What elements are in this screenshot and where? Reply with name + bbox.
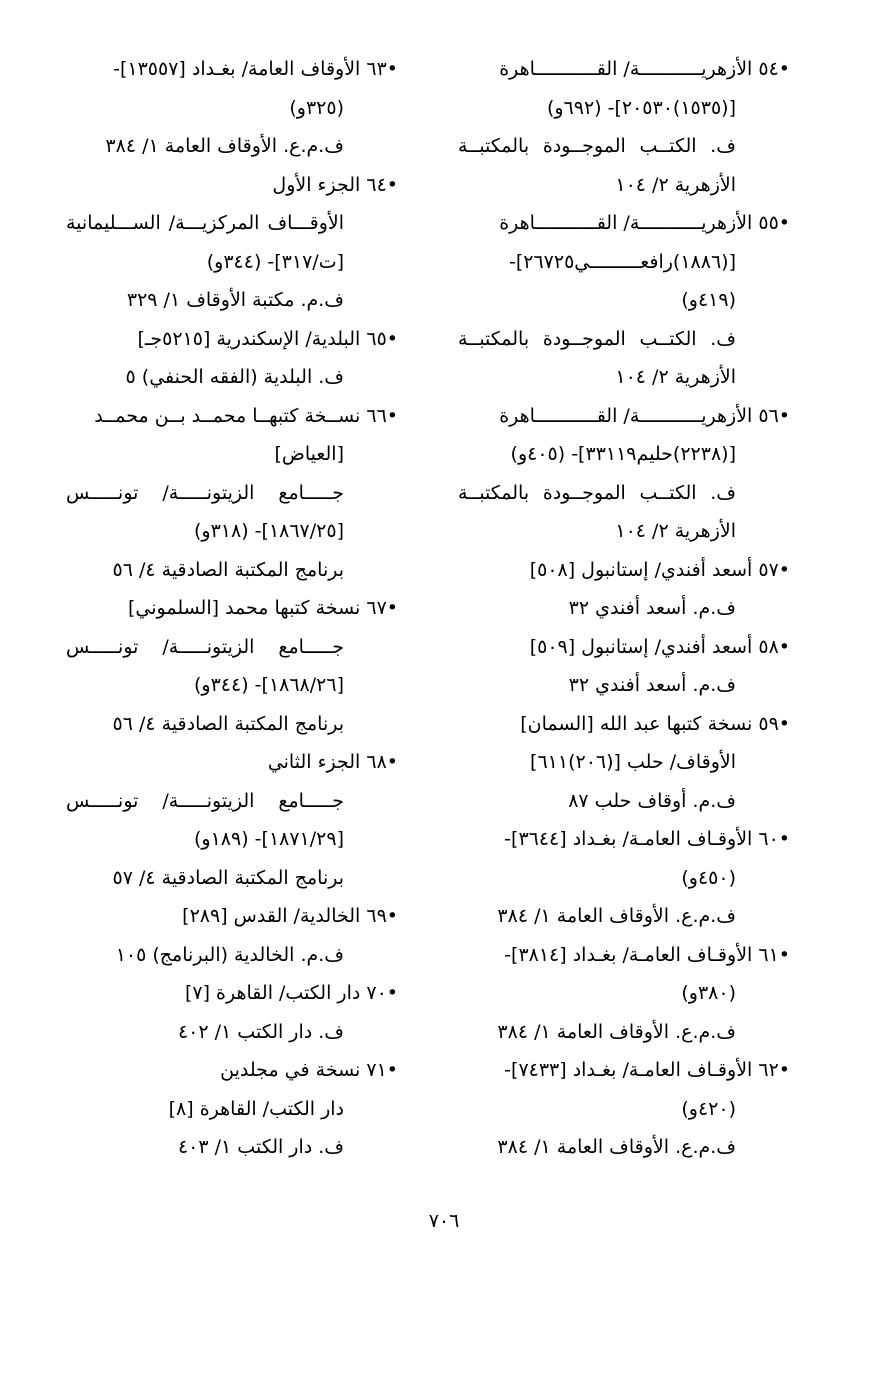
entry-line: •٥٦ الأزهريـــــــــــة/ القـــــــــــاهرة: [499, 404, 790, 427]
entry-line: [١٨٦٧/٢٥]- (٣١٨و): [193, 520, 344, 542]
entry-line: [العياض]: [274, 443, 344, 465]
entry-line: •٦٨ الجزء الثاني: [267, 751, 398, 773]
left-column: [66, 50, 398, 1167]
entry-line: (٤٢٠و): [681, 1097, 736, 1120]
entry-line: ف. الكتــب الموجــودة بالمكتبــة: [458, 481, 736, 504]
entry-line: (٤٥٠و): [681, 866, 736, 889]
entry-line: [(١٨٨٦)رافعـــــــــي٢٦٧٢٥]-: [508, 250, 736, 273]
entry-line: •٥٤ الأزهريـــــــــــة/ القـــــــــــاهرة: [499, 58, 790, 80]
entry-line: •٦٠ الأوقـاف العامـة/ بغـداد [٣٦٤٤]-: [504, 828, 790, 850]
entry-line: •٥٧ أسعد أفندي/ إستانبول [٥٠٨]: [529, 558, 790, 581]
right-column: [458, 50, 790, 1167]
entry-line: ف. دار الكتب ١/ ٤٠٢: [177, 1020, 344, 1043]
entry-line: •٦١ الأوقـاف العامـة/ بغـداد [٣٨١٤]-: [504, 943, 790, 966]
entry-line: [ت/٣١٧]- (٣٤٤و): [206, 250, 344, 273]
entry-line: ف.م. أسعد أفندي ٣٢: [568, 597, 736, 619]
entry-line: برنامج المكتبة الصادقية ٤/ ٥٧: [112, 866, 344, 889]
entry-line: (٣٨٠و): [681, 982, 736, 1004]
entry-line: الأزهرية ٢/ ١٠٤: [615, 520, 736, 542]
entry-line: [١٨٧١/٢٩]- (١٨٩و): [193, 828, 344, 850]
entry-line: •٥٥ الأزهريـــــــــــة/ القـــــــــــاهرة: [499, 212, 790, 234]
entry-line: ف.م.ع. الأوقاف العامة ١/ ٣٨٤: [497, 1136, 736, 1158]
entry-line: ف.م.ع. الأوقاف العامة ١/ ٣٨٤: [497, 905, 736, 927]
entry-line: جـــــامع الزيتونـــــة/ تونـــــس: [66, 481, 344, 504]
entry-line: ف.م. أوقاف حلب ٨٧: [568, 789, 736, 812]
entry-line: •٥٨ أسعد أفندي/ إستانبول [٥٠٩]: [529, 635, 790, 658]
entry-line: (٣٢٥و): [289, 96, 344, 119]
entry-line: [١٨٦٨/٢٦]- (٣٤٤و): [193, 674, 344, 696]
entry-line: [(٢٢٣٨)حليم٣٣١١٩]- (٤٠٥و): [510, 443, 736, 465]
entry-line: ف. الكتــب الموجــودة بالمكتبــة: [458, 327, 736, 350]
entry-line: •٦٢ الأوقـاف العامـة/ بغـداد [٧٤٣٣]-: [504, 1059, 790, 1081]
entry-line: [(١٥٣٥)٢٠٥٣٠]- (٦٩٢و): [546, 96, 736, 119]
entry-line: •٦٩ الخالدية/ القدس [٢٨٩]: [182, 905, 398, 927]
entry-line: ف.م.ع. الأوقاف العامة ١/ ٣٨٤: [497, 1020, 736, 1043]
entry-line: ف.م.ع. الأوقاف العامة ١/ ٣٨٤: [105, 135, 344, 157]
entry-line: •٦٧ نسخة كتبها محمد [السلموني]: [127, 597, 398, 619]
entry-line: الأزهرية ٢/ ١٠٤: [615, 173, 736, 196]
entry-line: •٦٣ الأوقاف العامة/ بغـداد [١٣٥٥٧]-: [113, 58, 398, 80]
entry-line: •٦٦ نســخة كتبهــا محمــد بــن محمــد: [94, 404, 398, 427]
entry-line: ف.م. مكتبة الأوقاف ١/ ٣٢٩: [126, 289, 344, 311]
entry-line: ف. البلدية (الفقه الحنفي) ٥: [125, 366, 344, 388]
entry-line: ف.م. الخالدية (البرنامج) ١٠٥: [115, 943, 344, 966]
entry-line: •٧٠ دار الكتب/ القاهرة [٧]: [184, 982, 398, 1004]
entry-line: (٤١٩و): [681, 289, 736, 311]
entry-line: •٦٥ البلدية/ الإسكندرية [٥٢١٥جـ]: [137, 327, 398, 350]
entry-line: برنامج المكتبة الصادقية ٤/ ٥٦: [112, 558, 344, 581]
entry-line: •٧١ نسخة في مجلدين: [220, 1059, 398, 1081]
entry-line: برنامج المكتبة الصادقية ٤/ ٥٦: [112, 712, 344, 735]
entry-line: ف.م. أسعد أفندي ٣٢: [568, 674, 736, 696]
entry-line: •٦٤ الجزء الأول: [272, 173, 398, 196]
page-number: ٧٠٦: [428, 1210, 460, 1232]
entry-line: •٥٩ نسخة كتبها عبد الله [السمان]: [520, 712, 790, 735]
entry-line: جـــــامع الزيتونـــــة/ تونـــــس: [66, 635, 344, 658]
entry-line: جـــــامع الزيتونـــــة/ تونـــــس: [66, 789, 344, 812]
entry-line: الأزهرية ٢/ ١٠٤: [615, 366, 736, 388]
entry-line: الأوقـــاف المركزيـــة/ الســـليمانية: [66, 212, 344, 234]
entry-line: ف. الكتــب الموجــودة بالمكتبــة: [458, 135, 736, 157]
entry-line: ف. دار الكتب ١/ ٤٠٣: [177, 1136, 344, 1158]
entry-line: الأوقاف/ حلب [(٢٠٦)٦١١]: [530, 751, 736, 773]
entry-line: دار الكتب/ القاهرة [٨]: [168, 1097, 344, 1120]
